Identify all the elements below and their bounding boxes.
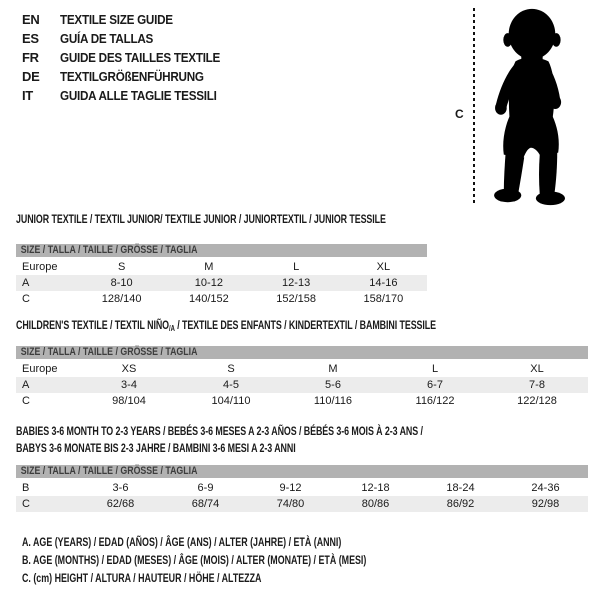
height-measure-label: C [455,107,464,121]
table-row-height [16,496,588,512]
table-cell: S [227,363,235,375]
size-table-header: SIZE / TALLA / TAILLE / GRÖSSE / TAGLIA [16,465,588,478]
language-row-es [22,29,238,48]
table-cell: 7-8 [529,379,545,391]
table-cell: 12-18 [361,482,390,494]
table-cell: 24-36 [531,482,560,494]
table-cell: XS [121,363,137,375]
size-table-header: SIZE / TALLA / TAILLE / GRÖSSE / TAGLIA [16,244,427,257]
table-cell: M [204,261,214,273]
language-row-fr [22,48,238,67]
note-age-years: A. AGE (YEARS) / EDAD (AÑOS) / ÂGE (ANS) / ALTER (JAHRE) / ETÀ (ANNI) [22,535,342,549]
language-row-de [22,67,238,86]
language-code: ES [22,31,39,46]
table-row-age [16,377,588,393]
language-code: FR [22,50,39,65]
table-cell: 140/152 [188,293,229,305]
table-cell: 68/74 [191,498,220,510]
table-cell: 152/158 [276,293,316,305]
table-cell: 10-12 [194,277,223,289]
table-cell: 14-16 [369,277,398,289]
row-label: B [22,482,30,494]
language-title: TEXTILGRÖßENFÜHRUNG [60,69,204,84]
title-segment: CHILDREN'S TEXTILE / TEXTIL NIÑO [16,318,170,332]
note-age-months: B. AGE (MONTHS) / EDAD (MESES) / ÂGE (MOIS) / ALTER (MONATE) / ETÀ (MESI) [22,553,367,567]
table-cell: XL [530,363,544,375]
language-title: GUÍA DE TALLAS [60,31,154,46]
table-cell: 80/86 [361,498,390,510]
table-cell: 86/92 [446,498,475,510]
junior-section-title: JUNIOR TEXTILE / TEXTIL JUNIOR/ TEXTILE JUNIOR / JUNIORTEXTIL / JUNIOR TESSILE [16,212,386,226]
table-cell: 74/80 [276,498,305,510]
title-segment: / TEXTILE DES ENFANTS / KINDERTEXTIL / BAMBINI TESSILE [174,318,437,332]
legend-notes [22,535,487,589]
babies-section-title-line2: BABYS 3-6 MONATE BIS 2-3 JAHRE / BAMBINI 3-6 MESI A 2-3 ANNI [16,441,296,455]
babies-section-title-line1: BABIES 3-6 MONTH TO 2-3 YEARS / BEBÉS 3-6 MESES A 2-3 AÑOS / BÉBÉS 3-6 MOIS À 2-3 ANS / [16,424,423,438]
table-cell: 4-5 [223,379,239,391]
language-title: TEXTILE SIZE GUIDE [60,12,173,27]
size-table-babies [16,465,588,512]
table-cell: S [117,261,126,273]
size-table-header: SIZE / TALLA / TAILLE / GRÖSSE / TAGLIA [16,346,588,359]
table-cell: 116/122 [415,395,455,407]
table-cell: 110/116 [313,395,353,407]
row-label: C [22,395,30,407]
language-row-en [22,10,238,29]
note-height-cm: C. (cm) HEIGHT / ALTURA / HAUTEUR / HÖHE / ALTEZZA [22,571,262,585]
table-cell: 3-4 [121,379,137,391]
table-cell: 128/140 [101,293,142,305]
table-cell: 6-7 [427,379,443,391]
table-cell: 5-6 [325,379,341,391]
table-cell: 104/110 [211,395,251,407]
size-table-children [16,346,588,409]
table-cell: 8-10 [110,277,133,289]
table-cell: 158/170 [363,293,404,305]
row-label: A [22,277,30,289]
table-row-sizes [16,361,588,377]
table-cell: 92/98 [531,498,560,510]
table-cell: 62/68 [106,498,135,510]
table-cell: XL [376,261,391,273]
table-cell: 122/128 [517,395,557,407]
size-table-junior [16,244,427,307]
table-cell: 18-24 [446,482,475,494]
table-row-age-months [16,480,588,496]
table-cell: 3-6 [112,482,129,494]
table-row-age [16,275,427,291]
row-label: C [22,498,30,510]
language-code: EN [22,12,40,27]
table-cell: 9-12 [279,482,302,494]
row-label: C [22,293,30,305]
row-label: Europe [22,363,58,375]
table-cell: L [431,363,439,375]
table-cell: 6-9 [197,482,214,494]
height-measure-dashed-line [473,8,475,206]
children-section-title [16,318,436,333]
table-cell: M [328,363,338,375]
table-row-height [16,393,588,409]
title-subscript: /A [169,324,175,333]
table-cell: 12-13 [282,277,311,289]
table-row-sizes [16,259,427,275]
language-code: IT [22,88,33,103]
language-title: GUIDE DES TAILLES TEXTILE [60,50,221,65]
row-label: A [22,379,30,391]
language-title: GUIDA ALLE TAGLIE TESSILI [60,88,217,103]
baby-silhouette-image [479,5,583,209]
table-cell: 98/104 [112,395,146,407]
language-code: DE [22,69,40,84]
table-row-height [16,291,427,307]
row-label: Europe [22,261,58,273]
language-row-it [22,86,238,105]
table-cell: L [293,261,300,273]
language-list [22,10,238,105]
